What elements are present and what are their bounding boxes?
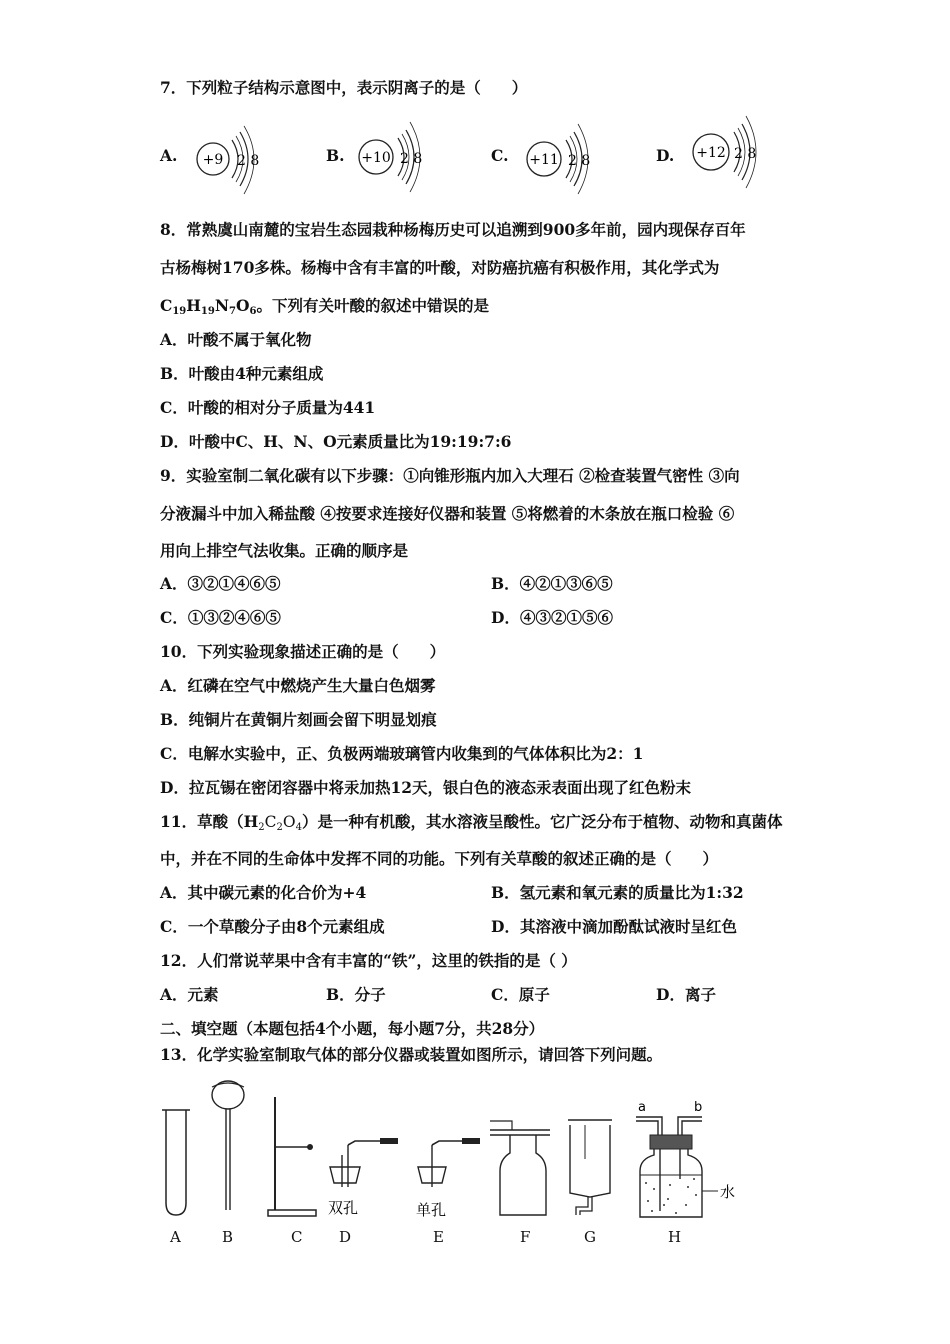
q11-option-d: D．其溶液中滴加酚酞试液时呈红色 (491, 917, 737, 936)
q8-option-b: B．叶酸由4种元素组成 (160, 364, 324, 383)
formula-o: O (235, 296, 250, 315)
q12-option-d: D．离子 (656, 985, 716, 1004)
q11-line1 (160, 812, 782, 838)
q12-stem: 12．人们常说苹果中含有丰富的“铁”，这里的铁指的是（ ） (160, 951, 577, 970)
q11-c-sub: 2 (276, 822, 283, 833)
q8-option-d: D．叶酸中C、H、N、O元素质量比为19:19:7:6 (160, 432, 512, 451)
q7-option-c-label: C. (491, 146, 509, 165)
apparatus-label-c: C (291, 1228, 303, 1246)
h-tube-a-label: a (638, 1100, 646, 1115)
h-water-label: 水 (720, 1183, 736, 1201)
q12-option-a: A．元素 (160, 985, 219, 1004)
q10-option-d: D．拉瓦锡在密闭容器中将汞加热12天，银白色的液态汞表面出现了红色粉末 (160, 778, 692, 797)
q11-option-a: A．其中碳元素的化合价为+4 (160, 883, 367, 902)
double-hole-stopper-d (328, 1138, 398, 1217)
shells-d: 2 8 (734, 146, 757, 162)
q12-option-b: B．分子 (326, 985, 386, 1004)
q11-option-b: B．氢元素和氧元素的质量比为1:32 (491, 883, 744, 902)
container-g (568, 1120, 612, 1215)
formula-n: N (214, 296, 230, 315)
gas-bottle-f (490, 1121, 550, 1215)
q12-option-c: C．原子 (491, 985, 550, 1004)
q11-line1-a: 11．草酸（H (160, 812, 259, 831)
shells-b: 2 8 (400, 151, 423, 167)
h-tube-b-label: b (694, 1100, 703, 1115)
apparatus-label-g: G (584, 1228, 596, 1246)
q8-option-a: A．叶酸不属于氧化物 (160, 330, 312, 349)
q9-option-c: C．①③②④⑥⑤ (160, 608, 281, 627)
atom-diagram-a (160, 112, 290, 202)
q7-option-b-label: B. (326, 146, 345, 165)
q8-line2: 古杨梅树170多株。杨梅中含有丰富的叶酸，对防癌抗癌有积极作用，其化学式为 (160, 258, 720, 277)
wash-bottle-h (636, 1100, 735, 1217)
section-heading: 二、填空题（本题包括4个小题，每小题7分，共28分） (160, 1019, 545, 1038)
test-tube-a (162, 1110, 190, 1215)
long-neck-funnel-b (212, 1081, 244, 1210)
q9-line1: 9．实验室制二氧化碳有以下步骤：①向锥形瓶内加入大理石 ②检查装置气密性 ③向 (160, 466, 740, 485)
q9-line3: 用向上排空气法收集。正确的顺序是 (160, 541, 409, 560)
q13-stem: 13．化学实验室制取气体的部分仪器或装置如图所示，请回答下列问题。 (160, 1045, 663, 1064)
q11-c-letter: C (264, 813, 277, 831)
atom-diagram-d (656, 112, 786, 202)
apparatus-label-h: H (668, 1228, 682, 1246)
q10-option-b: B．纯铜片在黄铜片刻画会留下明显划痕 (160, 710, 437, 729)
q7-option-d-label: D. (656, 146, 675, 165)
apparatus-label-f: F (520, 1228, 531, 1246)
q10-stem: 10．下列实验现象描述正确的是（ ） (160, 642, 446, 661)
q11-line1-b: ）是一种有机酸，其水溶液呈酸性。它广泛分布于植物、动物和真菌体 (301, 812, 783, 831)
nucleus-c: +11 (529, 152, 559, 168)
formula-h: H (186, 296, 201, 315)
apparatus-label-b: B (222, 1228, 234, 1246)
q9-option-d: D．④③②①⑤⑥ (491, 608, 613, 627)
q9-option-b: B．④②①③⑥⑤ (491, 574, 613, 593)
q11-o-letter: O (282, 813, 296, 831)
q11-o-sub: 4 (295, 822, 302, 833)
q7-option-a-label: A. (160, 146, 178, 165)
atom-structure-b (326, 112, 456, 202)
q9-line2: 分液漏斗中加入稀盐酸 ④按要求连接好仪器和装置 ⑤将燃着的木条放在瓶口检验 ⑥ (160, 504, 735, 523)
d-stopper-label: 双孔 (328, 1199, 359, 1217)
q7-stem: 7．下列粒子结构示意图中，表示阴离子的是（ ） (160, 78, 528, 97)
q8-line3 (160, 296, 489, 322)
apparatus-label-e: E (433, 1228, 444, 1246)
e-stopper-label: 单孔 (416, 1201, 447, 1219)
nucleus-d: +12 (696, 145, 726, 161)
nucleus-b: +10 (361, 150, 391, 166)
nucleus-a: +9 (202, 152, 224, 168)
q8-line1: 8．常熟虞山南麓的宝岩生态园栽种杨梅历史可以追溯到900多年前，园内现保存百年 (160, 220, 746, 239)
q8-line3-rest: 。下列有关叶酸的叙述中错误的是 (256, 296, 489, 315)
apparatus-label-d: D (339, 1228, 352, 1246)
atom-structure-c (491, 112, 621, 202)
formula-c-sub: 19 (172, 306, 187, 317)
q9-option-a: A．③②①④⑥⑤ (160, 574, 281, 593)
iron-stand-c (268, 1097, 316, 1216)
shells-c: 2 8 (568, 153, 591, 169)
q10-option-a: A．红磷在空气中燃烧产生大量白色烟雾 (160, 676, 436, 695)
q11-option-c: C．一个草酸分子由8个元素组成 (160, 917, 385, 936)
q10-option-c: C．电解水实验中，正、负极两端玻璃管内收集到的气体体积比为2：1 (160, 744, 644, 763)
formula-h-sub: 19 (200, 306, 215, 317)
formula-n-sub: 7 (229, 306, 236, 317)
formula-c: C (160, 296, 173, 315)
atom-structure-d (656, 112, 786, 202)
q11-h-sub: 2 (258, 822, 265, 833)
q8-option-c: C．叶酸的相对分子质量为441 (160, 398, 376, 417)
atom-structure-a (160, 112, 290, 202)
apparatus-label-a: A (170, 1228, 181, 1246)
atom-diagram-b (326, 112, 456, 202)
atom-diagram-c (491, 112, 621, 202)
shells-a: 2 8 (237, 153, 260, 169)
q11-line2: 中，并在不同的生命体中发挥不同的功能。下列有关草酸的叙述正确的是（ ） (160, 849, 719, 868)
apparatus-figure (150, 1075, 770, 1225)
formula-o-sub: 6 (249, 306, 257, 317)
single-hole-stopper-e (416, 1138, 480, 1219)
